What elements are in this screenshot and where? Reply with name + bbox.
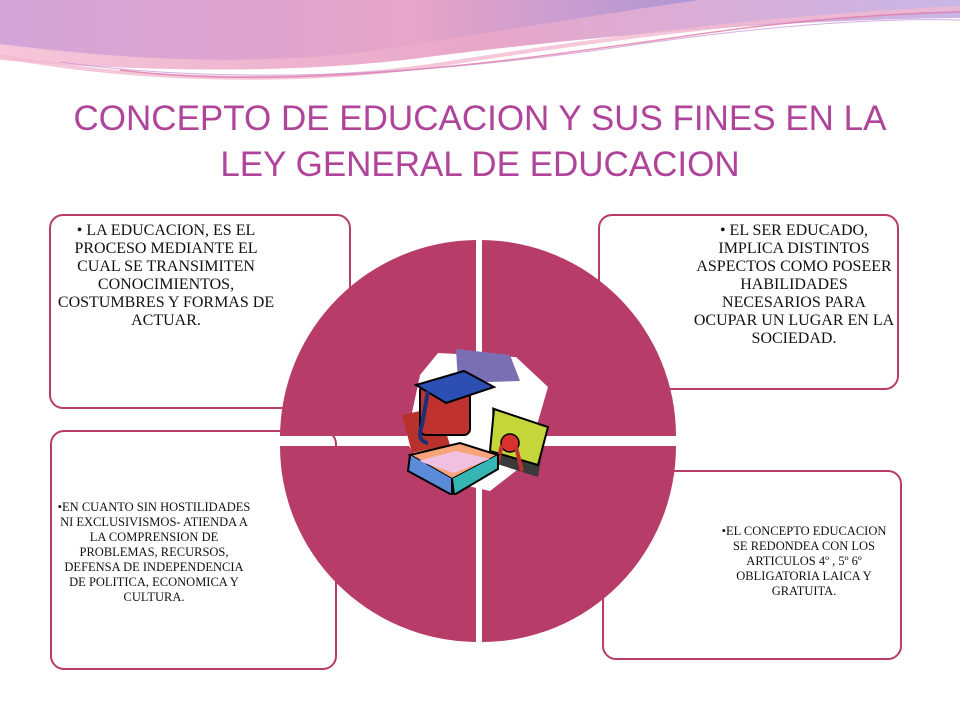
graduation-clipart-icon (398, 345, 558, 495)
box-text-top-left: • LA EDUCACION, ES EL PROCESO MEDIANTE EL CUAL SE TRANSIMITEN CONOCIMIENTOS, COSTUMBRES Y FORMAS DE ACTUAR. (57, 222, 275, 329)
page-title: CONCEPTO DE EDUCACION Y SUS FINES EN LA LEY GENERAL DE EDUCACION (73, 99, 887, 184)
box-text-bottom-left: •EN CUANTO SIN HOSTILIDADES NI EXCLUSIVISMOS- ATIENDA A LA COMPRENSION DE PROBLEMAS, RECURSOS, DEFENSA DE INDEPENDENCIA DE POLITICA, ECONOMICA Y CULTURA. (57, 500, 251, 604)
box-text-bottom-right: •EL CONCEPTO EDUCACION SE REDONDEA CON LOS ARTICULOS 4º , 5º 6º OBLIGATORIA LAICA Y GRATUITA. (721, 524, 887, 598)
box-text-top-right: • EL SER EDUCADO, IMPLICA DISTINTOS ASPECTOS COMO POSEER HABILIDADES NECESARIOS PARA OCUPAR UN LUGAR EN LA SOCIEDAD. (693, 222, 895, 347)
